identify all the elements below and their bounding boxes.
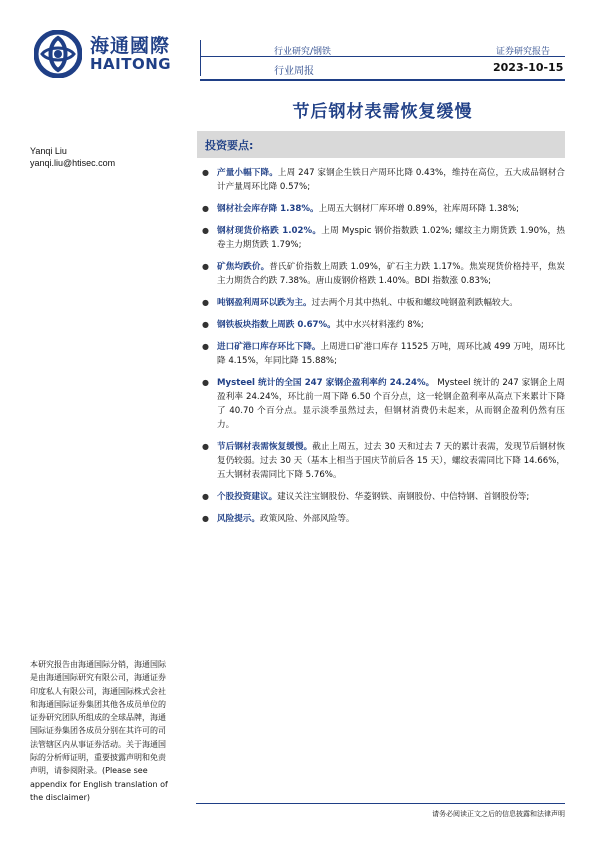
bullet-icon: ●: [202, 262, 209, 271]
bullet-icon: ●: [202, 204, 209, 213]
key-points-heading: 投资要点:: [205, 139, 254, 152]
report-subcategory: 行业周报: [274, 66, 314, 77]
author-name: Yanqi Liu: [30, 146, 67, 156]
key-point-text: 普氏矿价指数上周跌 1.09%，矿石主力跌 1.17%。焦炭现货价格持平，焦炭主力期货合约跌 7.38%。唐山废钢价格跌 1.40%。BDI 指数涨 0.83%;: [217, 262, 565, 286]
bullet-icon: ●: [202, 168, 209, 177]
footer-note: 请务必阅读正文之后的信息披露和法律声明: [432, 810, 565, 818]
key-point-item: [200, 166, 565, 194]
key-point-title: 矿焦均跌价。: [217, 262, 270, 272]
key-point-item: [200, 224, 565, 252]
key-point-item: [200, 490, 565, 504]
bullet-icon: ●: [202, 226, 209, 235]
key-point-title: 吨钢盈利周环以跌为主。: [217, 298, 312, 308]
key-point-item: [200, 296, 565, 310]
header-rule-bottom: [200, 79, 565, 81]
brand-name-en: HAITONG: [90, 55, 172, 73]
key-point-text: 过去两个月其中热轧、中板和螺纹吨钢盈利跌幅较大。: [311, 298, 518, 308]
disclaimer-text: 本研究报告由海通国际分销，海通国际是由海通国际研究有限公司，海通证券印度私人有限公司，海通国际株式会社和海通国际证券集团其他各成员单位的证券研究团队所组成的全球品牌，海通国际证券集团各成员分别在其许可的司法管辖区内从事证券活动。关于海通国际的分析师证明，重要披露声明和免责声明，请参阅附录。(Please see appendix for English translation of the disclaimer): [30, 660, 168, 802]
bullet-icon: ●: [202, 342, 209, 351]
key-point-title: 产量小幅下降。: [217, 168, 278, 178]
bullet-icon: ●: [202, 442, 209, 451]
bullet-icon: ●: [202, 320, 209, 329]
key-point-item: [200, 512, 565, 526]
bullet-icon: ●: [202, 492, 209, 501]
key-point-text: 上周 Myspic 钢价指数跌 1.02%; 螺纹主力期货跌 1.90%，热卷主力期货跌 1.79%;: [217, 226, 565, 250]
key-point-title: 钢材现货价格跌 1.02%。: [217, 226, 322, 236]
key-point-title: 钢材社会库存降 1.38%。: [217, 204, 319, 214]
key-point-text: Mysteel 统计的 247 家钢企上周盈利率 24.24%，环比前一周下降 6.50 个百分点，这一轮钢企盈利率从高点下来累计下降了 40.70 个百分点。显示淡季虽然过去，但钢材消费仍未起来，从而钢企盈利仍然有压力。: [217, 378, 565, 430]
key-point-text: 上周进口矿港口库存 11525 万吨，周环比减 499 万吨，周环比降 4.15%，年同比降 15.88%;: [217, 342, 565, 366]
bullet-icon: ●: [202, 298, 209, 307]
page-title: 节后钢材表需恢复缓慢: [292, 102, 473, 122]
key-point-item: [200, 440, 565, 482]
brand-name-cn: 海通國際: [90, 35, 171, 57]
report-type: 证券研究报告: [496, 47, 551, 57]
footer-rule: [196, 803, 565, 804]
bullet-icon: ●: [202, 378, 209, 387]
key-point-title: Mysteel 统计的全国 247 家钢企盈利率约 24.24%。: [217, 378, 435, 388]
key-point-title: 个股投资建议。: [217, 492, 278, 502]
key-point-item: [200, 376, 565, 432]
bullet-icon: ●: [202, 514, 209, 523]
key-point-text: 截止上周五，过去 30 天和过去 7 天的累计表需，发现节后钢材恢复仍较弱。过去 30 天（基本上相当于国庆节前后各 15 天），螺纹表需同比下降 14.66%，五大钢材表需同比下降 5.76%。: [217, 442, 565, 480]
key-point-item: [200, 202, 565, 216]
header-separator: [200, 40, 201, 76]
key-point-text: 政策风险、外部风险等。: [259, 514, 355, 524]
key-point-title: 节后钢材表需恢复缓慢。: [217, 442, 313, 452]
key-point-title: 钢铁板块指数上周跌 0.67%。: [217, 320, 336, 330]
key-point-item: [200, 318, 565, 332]
key-point-title: 风险提示。: [217, 514, 260, 524]
author-email[interactable]: yanqi.liu@htisec.com: [30, 158, 116, 168]
key-point-title: 进口矿港口库存环比下降。: [217, 342, 321, 352]
key-point-item: [200, 260, 565, 288]
key-point-text: 上周五大钢材厂库环增 0.89%，社库周环降 1.38%;: [318, 204, 520, 214]
key-point-text: 其中水兴材料涨约 8%;: [335, 320, 424, 330]
key-point-item: [200, 340, 565, 368]
report-category: 行业研究/钢铁: [274, 47, 332, 57]
key-points-list: [200, 166, 565, 534]
key-point-text: 建议关注宝钢股份、华菱钢铁、南钢股份、中信特钢、首钢股份等;: [277, 492, 530, 502]
key-point-text: 上周 247 家钢企生铁日产周环比降 0.43%，维持在高位，五大成品钢材合计产量周环比降 0.57%;: [217, 168, 565, 192]
report-date: 2023-10-15: [493, 61, 564, 74]
haitong-logo-icon: [34, 30, 82, 78]
